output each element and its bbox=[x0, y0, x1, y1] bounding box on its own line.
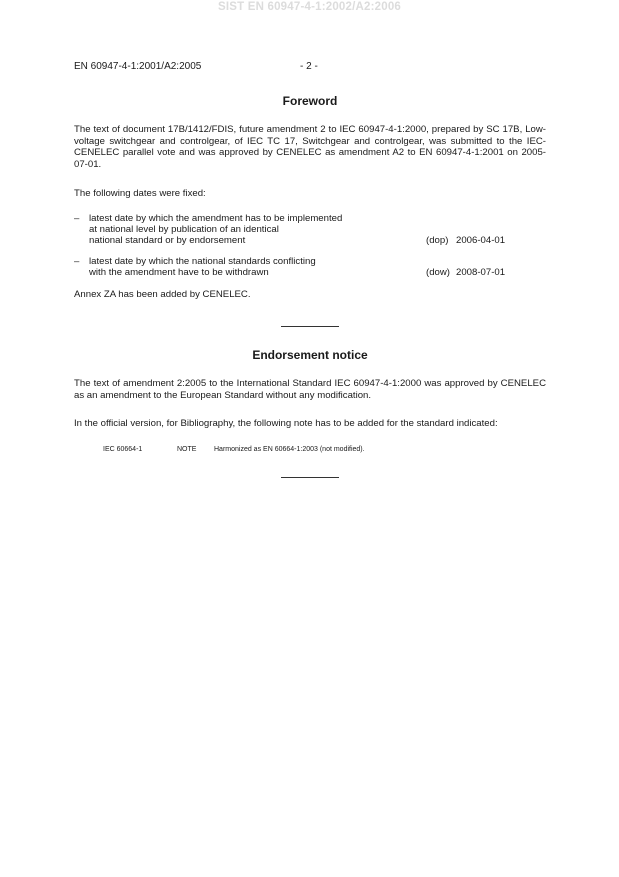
list-dash: – bbox=[74, 213, 80, 224]
annex-note: Annex ZA has been added by CENELEC. bbox=[74, 289, 251, 300]
date-value: 2006-04-01 bbox=[456, 235, 506, 246]
date-item-dow bbox=[74, 256, 546, 278]
date-value: 2008-07-01 bbox=[456, 267, 506, 278]
dates-intro: The following dates were fixed: bbox=[74, 188, 206, 199]
date-item-line: at national level by publication of an identical bbox=[89, 224, 279, 235]
foreword-title: Foreword bbox=[282, 94, 338, 108]
section-divider bbox=[281, 326, 339, 327]
note-label: NOTE bbox=[177, 446, 197, 453]
date-item-line: latest date by which the national standards conflicting bbox=[89, 256, 316, 267]
date-item-dop bbox=[74, 213, 546, 246]
watermark: SIST EN 60947-4-1:2002/A2:2006 bbox=[217, 1, 402, 13]
date-item-line: latest date by which the amendment has to be implemented bbox=[89, 213, 343, 224]
bibliography-text: In the official version, for Bibliography, the following note has to be added for the standard indicated: bbox=[74, 418, 498, 429]
date-item-line: with the amendment have to be withdrawn bbox=[89, 267, 269, 278]
note-standard: IEC 60664-1 bbox=[103, 446, 143, 453]
date-code: (dow) bbox=[426, 267, 450, 278]
date-item-line: national standard or by endorsement bbox=[89, 235, 246, 246]
note-text: Harmonized as EN 60664-1:2003 (not modified). bbox=[214, 446, 365, 453]
list-dash: – bbox=[74, 256, 80, 267]
section-divider bbox=[281, 477, 339, 478]
date-code: (dop) bbox=[426, 235, 449, 246]
endorsement-title: Endorsement notice bbox=[252, 348, 368, 362]
foreword-intro: The text of document 17B/1412/FDIS, future amendment 2 to IEC 60947-4-1:2000, prepared by SC 17B, Low-voltage switchgear and controlgear, of IEC TC 17, Switchgear and controlgear, was submitted to the IEC-CENELEC parallel vote and was approved by CENELEC as amendment A2 to EN 60947-4-1:2001 on 2005-07-01. bbox=[74, 124, 546, 170]
document-id: EN 60947-4-1:2001/A2:2005 bbox=[74, 61, 202, 72]
date-item-text bbox=[89, 213, 409, 246]
date-item-text bbox=[89, 256, 409, 278]
page-number: - 2 - bbox=[300, 61, 318, 72]
endorsement-text: The text of amendment 2:2005 to the International Standard IEC 60947-4-1:2000 was approved by CENELEC as an amendment to the European Standard without any modification. bbox=[74, 378, 546, 401]
